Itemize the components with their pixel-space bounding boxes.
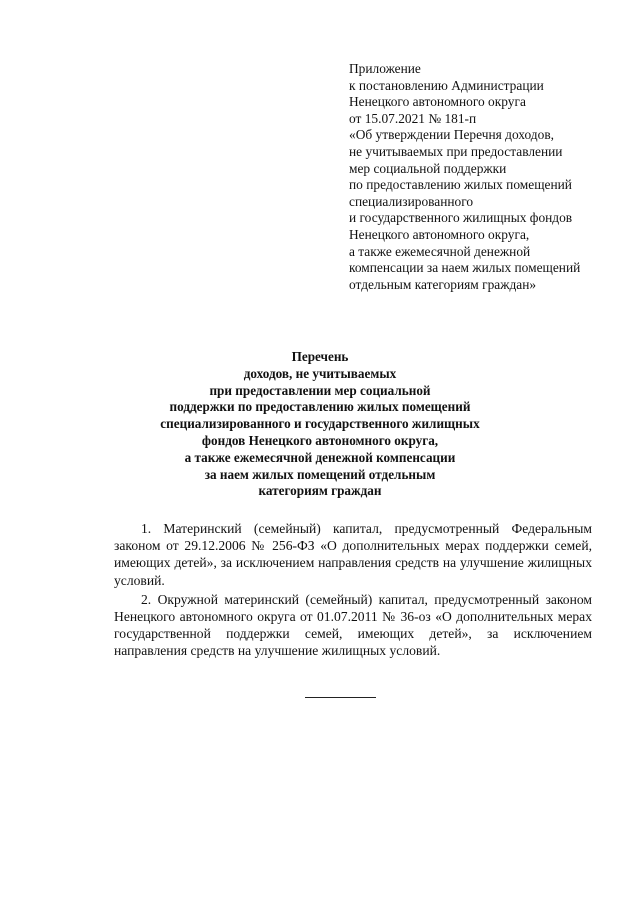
title-line: за наем жилых помещений отдельным	[204, 466, 436, 482]
appendix-line: не учитываемых при предоставлении	[349, 143, 563, 159]
appendix-line: мер социальной поддержки	[349, 160, 507, 176]
appendix-line: Ненецкого автономного округа	[349, 94, 526, 110]
appendix-line: «Об утверждении Перечня доходов,	[349, 127, 554, 143]
title-line: фондов Ненецкого автономного округа,	[201, 432, 439, 448]
end-divider	[305, 697, 376, 698]
appendix-line: отдельным категориям граждан»	[349, 276, 537, 292]
appendix-line: от 15.07.2021 № 181-п	[349, 110, 477, 126]
title-line: поддержки по предоставлению жилых помещений	[169, 399, 471, 415]
title-line: а также ежемесячной денежной компенсации	[184, 449, 456, 465]
title-line: специализированного и государственного жилищных	[160, 416, 480, 432]
appendix-line: по предоставлению жилых помещений	[349, 177, 572, 193]
appendix-line: Ненецкого автономного округа,	[349, 226, 530, 242]
appendix-line: компенсации за наем жилых помещений	[349, 260, 581, 276]
title-line: доходов, не учитываемых	[243, 365, 397, 381]
appendix-line: специализированного	[349, 193, 474, 209]
title-line: Перечень	[291, 349, 349, 364]
income-list	[114, 520, 592, 662]
appendix-line: и государственного жилищных фондов	[349, 210, 573, 226]
appendix-line: а также ежемесячной денежной	[349, 243, 531, 259]
appendix-line: к постановлению Администрации	[349, 77, 544, 93]
title-line: категориям граждан	[258, 483, 382, 499]
appendix-header	[349, 61, 619, 293]
list-item: 1. Материнский (семейный) капитал, предусмотренный Федеральным законом от 29.12.2006 № 256-ФЗ «О дополнительных мерах поддержки семей, имеющих детей», за исключением направления средств на улучшение жилищных условий.	[114, 521, 592, 588]
title-line: при предоставлении мер социальной	[209, 382, 431, 398]
document-title	[110, 349, 530, 500]
appendix-line: Приложение	[349, 61, 421, 76]
list-item: 2. Окружной материнский (семейный) капитал, предусмотренный законом Ненецкого автономного округа от 01.07.2011 № 36-оз «О дополнительных мерах государственной поддержки семей, имеющих детей», за исключением направления средств на улучшение жилищных условий.	[114, 591, 592, 659]
